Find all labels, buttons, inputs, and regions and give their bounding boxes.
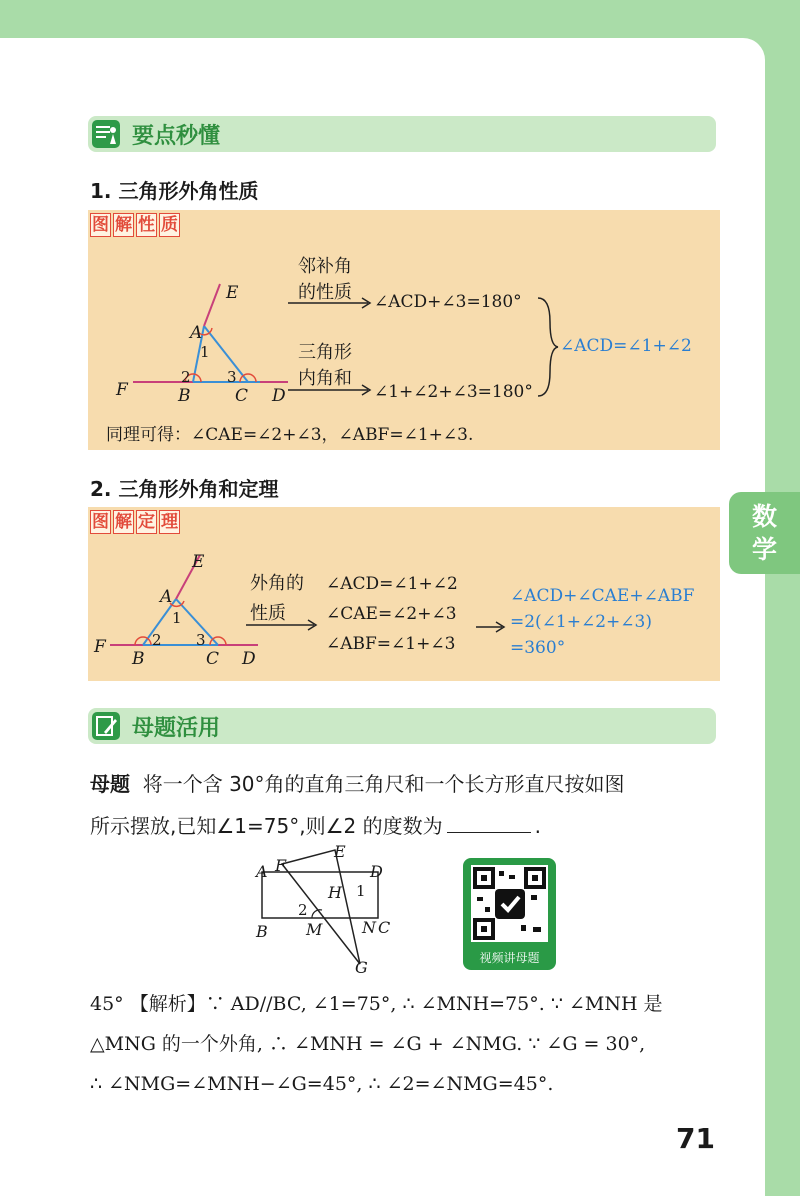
diagram-box-property [88,210,720,450]
arrow1-label [298,254,352,306]
label-1: 1 [172,609,182,627]
result-line: ∠ACD+∠CAE+∠ABF [510,586,695,606]
label-F: F [94,637,106,657]
section-bar-key-points [88,116,716,152]
fig-label-D: D [370,862,383,881]
solution-line: ∴ ∠NMG=∠MNH−∠G=45°, ∴ ∠2=∠NMG=45°. [90,1073,554,1095]
tag-char: 解 [115,215,132,235]
arrow1-line: 的性质 [298,282,352,303]
label-B: B [178,386,191,406]
label-2: 2 [181,368,191,386]
result-acd: ∠ACD=∠1+∠2 [560,336,692,356]
solution-line: △MNG 的一个外角, ∴ ∠MNH = ∠G + ∠NMG. ∵ ∠G = 30°, [90,1033,646,1055]
arrow1-line: 邻补角 [298,256,352,277]
label-3: 3 [196,631,206,649]
label-E: E [226,283,239,303]
equation-row: ∠CAE=∠2+∠3 [326,604,457,624]
tag-char: 质 [161,215,178,235]
label-3: 3 [227,368,237,386]
fig-label-1: 1 [356,882,366,900]
problem-label: 母题 [90,772,130,796]
tag-char: 定 [138,512,155,532]
label-C: C [206,649,220,669]
fig-label-F: F [275,856,287,875]
arrow2-line: 三角形 [298,342,352,363]
equation-angle-sum: ∠1+∠2+∠3=180° [374,382,533,402]
label-A: A [190,323,203,343]
tag-char: 性 [138,215,155,235]
label-B: B [132,649,145,669]
equation-row: ∠ABF=∠1+∠3 [326,634,456,654]
subject-char-2: 学 [751,535,777,564]
pencil-note-icon [92,712,120,740]
page-number: 71 [676,1122,715,1155]
tag-char: 理 [161,512,178,532]
triangle-figure-1 [88,210,720,450]
arrow2-line: 内角和 [298,368,352,389]
solution-text [90,984,720,1104]
section-title: 要点秒懂 [132,124,221,149]
fig-label-G: G [355,958,368,977]
problem-line2-end: . [534,814,541,838]
fig-label-B: B [256,922,268,941]
answer-blank[interactable] [447,812,531,833]
result-sum-360 [510,583,694,661]
equations-three [326,569,458,659]
key-points-icon [92,120,120,148]
qr-code-icon [471,865,548,942]
tag-char: 解 [115,512,132,532]
subject-tab[interactable] [729,492,800,574]
tag-char: 图 [92,512,109,532]
result-line: =360° [510,638,566,658]
arrow-line: 外角的 [250,573,304,594]
heading-exterior-angle-theorem: 2. 三角形外角和定理 [90,477,279,501]
label-2: 2 [152,631,162,649]
tag-char: 图 [92,215,109,235]
equation-acd-3: ∠ACD+∠3=180° [374,292,522,312]
qr-caption: 视频讲母题 [479,951,540,965]
label-D: D [272,386,286,406]
fig-label-N: N [362,918,376,937]
heading-exterior-angle-property: 1. 三角形外角性质 [90,179,259,203]
fig-label-H: H [328,883,342,902]
fig-label-M: M [306,920,323,939]
diagram-box-theorem [88,507,720,681]
video-qr-code[interactable] [463,858,556,970]
label-A: A [160,587,173,607]
label-D: D [242,649,256,669]
arrow2-label [298,340,352,392]
label-1: 1 [200,343,210,361]
label-C: C [235,386,249,406]
solution-line: 45° 【解析】∵ AD//BC, ∠1=75°, ∴ ∠MNH=75°. ∵ ∠MNH 是 [90,993,663,1015]
problem-line1: 将一个含 30°角的直角三角尺和一个长方形直尺按如图 [142,772,625,796]
result-line: =2(∠1+∠2+∠3) [510,612,652,632]
problem-text [90,763,720,847]
subject-char-1: 数 [751,502,777,531]
equation-row: ∠ACD=∠1+∠2 [326,574,458,594]
fig-label-C: C [378,918,391,937]
fig-label-2: 2 [298,901,308,919]
label-E: E [192,552,205,572]
fig-label-A: A [256,862,268,881]
section-title: 母题活用 [132,716,221,741]
fig-label-E: E [334,842,346,861]
arrow-line: 性质 [250,603,286,624]
problem-line2: 所示摆放,已知∠1=75°,则∠2 的度数为 [90,814,443,838]
section-bar-practice [88,708,716,744]
arrow-label-exterior [250,569,304,629]
label-F: F [116,380,128,400]
similar-result: 同理可得：∠CAE=∠2+∠3，∠ABF=∠1+∠3. [106,425,474,445]
